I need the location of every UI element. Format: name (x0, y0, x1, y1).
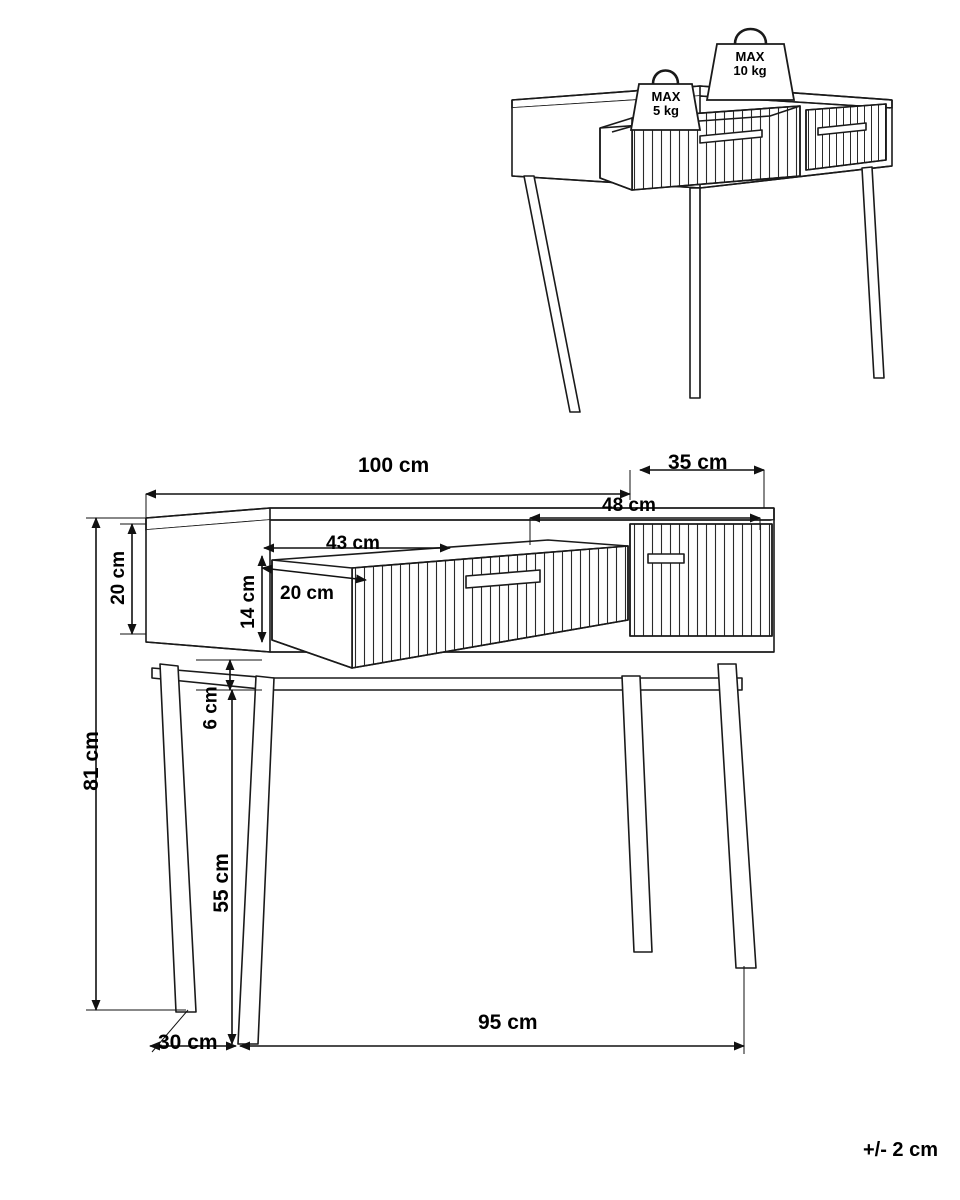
perspective-view (512, 86, 892, 412)
max-load-5kg-label (624, 90, 708, 118)
dimension-label-total-height: 81 cm (79, 731, 103, 791)
tolerance-note: +/- 2 cm (862, 1139, 938, 1161)
max-load-10kg-label (702, 50, 798, 78)
dimension-label-drawer-inner-depth: 20 cm (280, 583, 334, 604)
dimension-label-drawer-inner-height: 14 cm (237, 575, 259, 629)
dimension-label-depth-top: 35 cm (668, 451, 728, 474)
max-load-10kg-line2: 10 kg (733, 63, 767, 79)
dimension-label-leg-height: 55 cm (209, 853, 233, 913)
dimension-label-rail-gap: 6 cm (200, 686, 222, 730)
dimension-label-footprint-width: 95 cm (478, 1011, 538, 1034)
dimension-label-width-total: 100 cm (358, 454, 430, 477)
dimension-label-drawer-front-width: 48 cm (602, 495, 656, 516)
dimension-label-apron-height: 20 cm (107, 551, 129, 605)
max-load-5kg-line1: MAX (651, 89, 681, 104)
max-load-5kg-line2: 5 kg (652, 103, 679, 119)
dimension-label-footprint-depth: 30 cm (158, 1031, 218, 1054)
max-load-10kg-line1: MAX (735, 49, 765, 64)
dimension-label-drawer-inner-width: 43 cm (326, 533, 380, 554)
